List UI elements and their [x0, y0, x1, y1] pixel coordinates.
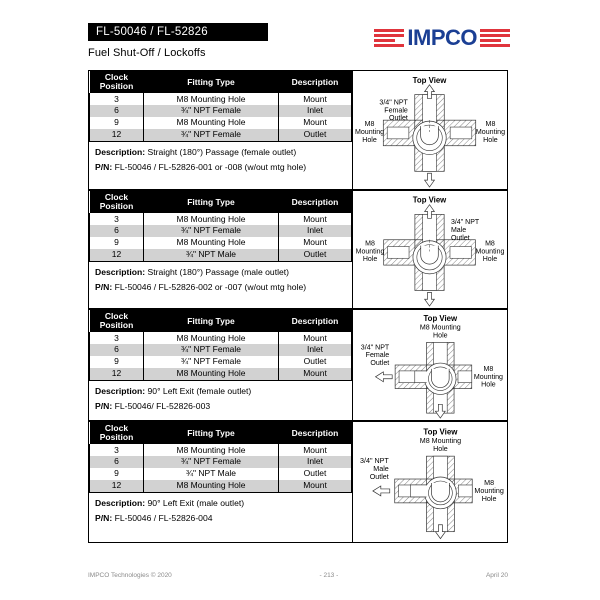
table-row: [90, 444, 352, 456]
top-view-diagram: [353, 190, 508, 309]
fitting-table-grid: [89, 310, 352, 381]
cell-fitting: ¾" NPT Female: [144, 129, 279, 141]
svg-text:Outlet: Outlet: [450, 234, 470, 242]
svg-text:3/4" NPT: 3/4" NPT: [360, 344, 390, 352]
table-header-row: [90, 310, 352, 332]
col-description: Description: [279, 71, 352, 93]
cell-desc: Mount: [279, 117, 352, 129]
svg-text:Outlet: Outlet: [369, 473, 389, 482]
description-line: Description: Straight (180°) Passage (male outlet): [95, 266, 290, 277]
right-mounting-hole-label: [476, 241, 505, 264]
fitting-table-grid: [89, 191, 352, 262]
svg-text:Hole: Hole: [433, 332, 448, 340]
part-number-line: P/N: FL-50046 / FL-52826-001 or -008 (w/out mtg hole): [95, 162, 307, 173]
spec-block: [88, 190, 508, 309]
logo-wordmark: IMPCO: [407, 25, 477, 50]
outlet-label: [379, 98, 408, 122]
cell-desc: Inlet: [279, 105, 352, 117]
col-description: Description: [279, 310, 352, 332]
svg-text:M8: M8: [364, 120, 375, 129]
svg-text:M8 Mounting: M8 Mounting: [419, 324, 461, 332]
cell-clock: 6: [90, 456, 144, 468]
svg-text:Outlet: Outlet: [388, 114, 408, 123]
table-row: [90, 117, 352, 129]
svg-text:M8: M8: [485, 240, 495, 248]
cell-desc: Mount: [279, 480, 352, 492]
cell-desc: Mount: [279, 93, 352, 105]
footer-page-number: - 213 -: [319, 572, 339, 579]
svg-text:Mounting: Mounting: [355, 248, 385, 256]
right-mounting-hole-label: [476, 120, 505, 144]
cell-desc: Outlet: [279, 129, 352, 141]
svg-text:Hole: Hole: [362, 135, 377, 144]
fitting-table-grid: [89, 422, 352, 493]
cell-clock: 9: [90, 468, 144, 480]
cell-clock: 12: [90, 129, 144, 141]
fitting-table: [88, 70, 353, 190]
cross-section-drawing: [353, 422, 507, 542]
cell-desc: Mount: [279, 444, 352, 456]
svg-text:Mounting: Mounting: [475, 127, 506, 136]
svg-text:3/4" NPT: 3/4" NPT: [450, 219, 480, 227]
col-fitting-type: Fitting Type: [144, 422, 279, 444]
description-line: Description: 90° Left Exit (male outlet): [95, 497, 245, 508]
cell-clock: 12: [90, 249, 144, 261]
top-view-diagram: [353, 421, 508, 543]
table-row: [90, 332, 352, 344]
cell-fitting: M8 Mounting Hole: [144, 237, 279, 249]
cell-clock: 12: [90, 368, 144, 380]
footer-date: April 20: [485, 572, 508, 579]
cell-fitting: M8 Mounting Hole: [144, 480, 279, 492]
description-line: Description: 90° Left Exit (female outlet): [95, 385, 252, 396]
right-mounting-hole-label: [474, 366, 503, 389]
svg-text:Hole: Hole: [362, 256, 378, 264]
cell-desc: Inlet: [279, 344, 352, 356]
left-mounting-hole-label: [355, 120, 384, 144]
fitting-table-grid: [89, 71, 352, 142]
cell-clock: 12: [90, 480, 144, 492]
diagram-title: Top View: [423, 427, 458, 437]
diagram-title: Top View: [412, 195, 447, 205]
cell-desc: Mount: [279, 368, 352, 380]
svg-text:Outlet: Outlet: [370, 360, 390, 367]
part-number-banner: FL-50046 / FL-52826: [88, 23, 268, 41]
diagram-title: Top View: [423, 313, 458, 323]
cell-desc: Mount: [279, 213, 352, 225]
svg-text:Female: Female: [384, 106, 408, 115]
cell-fitting: ¾" NPT Male: [144, 249, 279, 261]
cell-clock: 3: [90, 93, 144, 105]
cell-clock: 9: [90, 356, 144, 368]
cell-clock: 3: [90, 332, 144, 344]
cell-clock: 9: [90, 237, 144, 249]
svg-text:3/4" NPT: 3/4" NPT: [379, 98, 408, 107]
cell-fitting: M8 Mounting Hole: [144, 332, 279, 344]
svg-text:Mounting: Mounting: [475, 248, 505, 256]
table-header-row: [90, 191, 352, 213]
svg-text:M8: M8: [484, 478, 495, 487]
table-row: [90, 480, 352, 492]
cross-section-drawing: [353, 310, 507, 420]
table-row: [90, 249, 352, 261]
logo-bars-left-icon: [374, 29, 404, 47]
svg-text:M8: M8: [365, 240, 375, 248]
cell-desc: Inlet: [279, 456, 352, 468]
cell-clock: 6: [90, 105, 144, 117]
svg-text:Male: Male: [450, 226, 467, 234]
page-header: [88, 22, 508, 68]
table-row: [90, 356, 352, 368]
left-mounting-hole-label: [356, 241, 385, 264]
cross-section-drawing: [353, 191, 507, 308]
cell-clock: 6: [90, 344, 144, 356]
col-description: Description: [279, 191, 352, 213]
fitting-table: [88, 421, 353, 543]
svg-text:M8: M8: [485, 120, 496, 129]
col-description: Description: [279, 422, 352, 444]
logo-bars-right-icon: [480, 29, 510, 47]
top-view-diagram: [353, 70, 508, 190]
part-number-line: P/N: FL-50046 / FL-52826-004: [95, 513, 213, 524]
col-fitting-type: Fitting Type: [144, 310, 279, 332]
cell-desc: Outlet: [279, 356, 352, 368]
svg-text:Hole: Hole: [482, 256, 498, 264]
top-mounting-hole-label: [420, 437, 461, 453]
table-header-row: [90, 71, 352, 93]
svg-text:Mounting: Mounting: [473, 373, 503, 381]
svg-text:3/4" NPT: 3/4" NPT: [360, 457, 389, 466]
col-clock-position: Clock Position: [90, 310, 144, 332]
svg-text:Hole: Hole: [483, 135, 498, 144]
outlet-label: [361, 344, 390, 367]
cell-fitting: ¾" NPT Male: [144, 468, 279, 480]
cell-desc: Inlet: [279, 225, 352, 237]
cell-fitting: ¾" NPT Female: [144, 456, 279, 468]
fitting-table: [88, 309, 353, 421]
top-mounting-hole-label: [420, 325, 461, 340]
diagram-title: Top View: [412, 75, 447, 85]
cell-clock: 6: [90, 225, 144, 237]
svg-text:Female: Female: [365, 352, 390, 360]
impco-logo: [374, 26, 510, 50]
outlet-label: [451, 219, 480, 242]
cell-fitting: M8 Mounting Hole: [144, 213, 279, 225]
svg-text:Mounting: Mounting: [354, 127, 385, 136]
table-header-row: [90, 422, 352, 444]
svg-text:M8 Mounting: M8 Mounting: [419, 437, 462, 446]
cell-desc: Mount: [279, 237, 352, 249]
cell-fitting: ¾" NPT Female: [144, 225, 279, 237]
cell-desc: Mount: [279, 332, 352, 344]
svg-text:M8: M8: [483, 365, 494, 373]
table-row: [90, 105, 352, 117]
svg-text:Mounting: Mounting: [474, 486, 504, 495]
svg-text:Hole: Hole: [481, 494, 497, 503]
footer-copyright: IMPCO Technologies © 2020: [88, 572, 172, 579]
svg-text:Hole: Hole: [481, 381, 496, 389]
table-row: [90, 344, 352, 356]
cell-fitting: ¾" NPT Female: [144, 105, 279, 117]
table-row: [90, 237, 352, 249]
table-row: [90, 368, 352, 380]
table-row: [90, 93, 352, 105]
part-number-line: P/N: FL-50046/ FL-52826-003: [95, 401, 211, 412]
svg-text:Hole: Hole: [433, 445, 448, 454]
description-line: Description: Straight (180°) Passage (female outlet): [95, 146, 297, 157]
cross-section-drawing: [353, 71, 507, 189]
table-row: [90, 456, 352, 468]
cell-desc: Outlet: [279, 468, 352, 480]
part-number-line: P/N: FL-50046 / FL-52826-002 or -007 (w/out mtg hole): [95, 282, 307, 293]
col-clock-position: Clock Position: [90, 71, 144, 93]
cell-clock: 9: [90, 117, 144, 129]
table-row: [90, 225, 352, 237]
cell-fitting: ¾" NPT Female: [144, 356, 279, 368]
table-row: [90, 468, 352, 480]
col-clock-position: Clock Position: [90, 191, 144, 213]
spec-block: [88, 70, 508, 190]
page-subtitle: Fuel Shut-Off / Lockoffs: [88, 47, 206, 59]
table-row: [90, 129, 352, 141]
cell-clock: 3: [90, 213, 144, 225]
svg-text:Male: Male: [373, 465, 389, 474]
col-fitting-type: Fitting Type: [144, 71, 279, 93]
cell-desc: Outlet: [279, 249, 352, 261]
fitting-table: [88, 190, 353, 309]
cell-fitting: M8 Mounting Hole: [144, 93, 279, 105]
cell-clock: 3: [90, 444, 144, 456]
cell-fitting: ¾" NPT Female: [144, 344, 279, 356]
spec-block: [88, 309, 508, 421]
table-row: [90, 213, 352, 225]
top-view-diagram: [353, 309, 508, 421]
outlet-label: [360, 457, 389, 481]
page-footer: [88, 572, 508, 579]
cell-fitting: M8 Mounting Hole: [144, 368, 279, 380]
right-mounting-hole-label: [474, 479, 503, 503]
cell-fitting: M8 Mounting Hole: [144, 117, 279, 129]
cell-fitting: M8 Mounting Hole: [144, 444, 279, 456]
spec-block: [88, 421, 508, 543]
col-fitting-type: Fitting Type: [144, 191, 279, 213]
col-clock-position: Clock Position: [90, 422, 144, 444]
